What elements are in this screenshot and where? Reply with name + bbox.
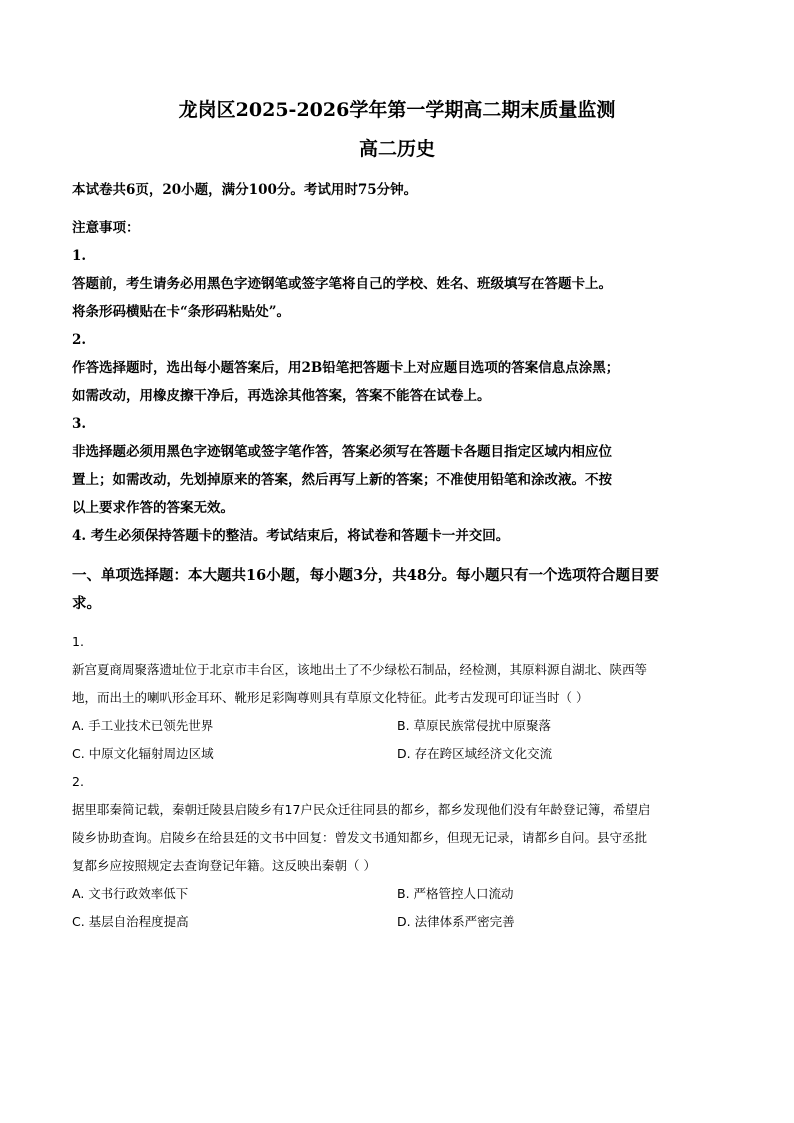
note-item [72, 242, 722, 326]
question-stem-line: 复都乡应按照规定去查询登记年籍。这反映出秦朝（ ） [72, 858, 376, 873]
exam-intro: 本试卷共6页，20小题，满分100分。考试用时75分钟。 [72, 182, 418, 198]
note-line: 置上；如需改动，先划掉原来的答案，然后再写上新的答案；不准使用铅笔和涂改液。不按 [72, 472, 612, 488]
option-d: D. 法律体系严密完善 [397, 914, 515, 929]
option-d: D. 存在跨区域经济文化交流 [397, 746, 553, 761]
note-line: 非选择题必须用黑色字迹钢笔或签字笔作答，答案必须写在答题卡各题目指定区域内相应位 [72, 444, 612, 460]
exam-page [72, 94, 722, 936]
note-item [72, 522, 722, 550]
note-item [72, 326, 722, 410]
option-b: B. 草原民族常侵扰中原聚落 [397, 718, 552, 733]
note-line: 答题前，考生请务必用黑色字迹钢笔或签字笔将自己的学校、姓名、班级填写在答题卡上。 [72, 276, 612, 292]
question-2 [72, 768, 722, 936]
question-options [72, 880, 722, 936]
question-stem-line: 据里耶秦简记载，秦朝迁陵县启陵乡有17户民众迁往同县的都乡，都乡发现他们没有年龄登记簿，希望启 [72, 802, 651, 817]
exam-title: 龙岗区2025-2026学年第一学期高二期末质量监测 [178, 99, 616, 121]
section-heading-line: 求。 [72, 595, 101, 612]
note-line: 将条形码横贴在卡“条形码粘贴处”。 [72, 304, 291, 320]
note-line: 作答选择题时，选出每小题答案后，用2B铅笔把答题卡上对应题目选项的答案信息点涂黑； [72, 360, 620, 376]
option-c: C. 中原文化辐射周边区域 [72, 746, 214, 761]
question-stem-line: 新宫夏商周聚落遗址位于北京市丰台区，该地出土了不少绿松石制品，经检测，其原料源自湖北、陕西等 [72, 662, 648, 677]
note-line: 4. 考生必须保持答题卡的整洁。考试结束后，将试卷和答题卡一并交回。 [72, 528, 510, 544]
question-stem-line: 地，而出土的喇叭形金耳环、靴形足彩陶尊则具有草原文化特征。此考古发现可印证当时（ ） [72, 690, 589, 705]
exam-subject: 高二历史 [358, 138, 435, 160]
note-line: 以上要求作答的答案无效。 [72, 500, 234, 516]
note-item [72, 410, 722, 522]
section-heading-line: 一、单项选择题：本大题共16小题，每小题3分，共48分。每小题只有一个选项符合题目要 [72, 567, 659, 584]
note-line: 如需改动，用橡皮擦干净后，再选涂其他答案，答案不能答在试卷上。 [72, 388, 491, 404]
section-heading [72, 562, 722, 618]
option-c: C. 基层自治程度提高 [72, 914, 189, 929]
option-b: B. 严格管控人口流动 [397, 886, 514, 901]
notes-heading: 注意事项： [72, 220, 140, 236]
question-stem-line: 陵乡协助查询。启陵乡在给县廷的文书中回复：曾发文书通知都乡，但现无记录，请都乡自问。县守丞批 [72, 830, 648, 845]
question-number: 2. [72, 774, 84, 789]
note-number: 3. [72, 416, 87, 432]
note-number: 1. [72, 248, 87, 264]
note-number: 2. [72, 332, 87, 348]
question-options [72, 712, 722, 768]
question-number: 1. [72, 634, 84, 649]
option-a: A. 文书行政效率低下 [72, 886, 189, 901]
question-1 [72, 628, 722, 768]
option-a: A. 手工业技术已领先世界 [72, 718, 214, 733]
